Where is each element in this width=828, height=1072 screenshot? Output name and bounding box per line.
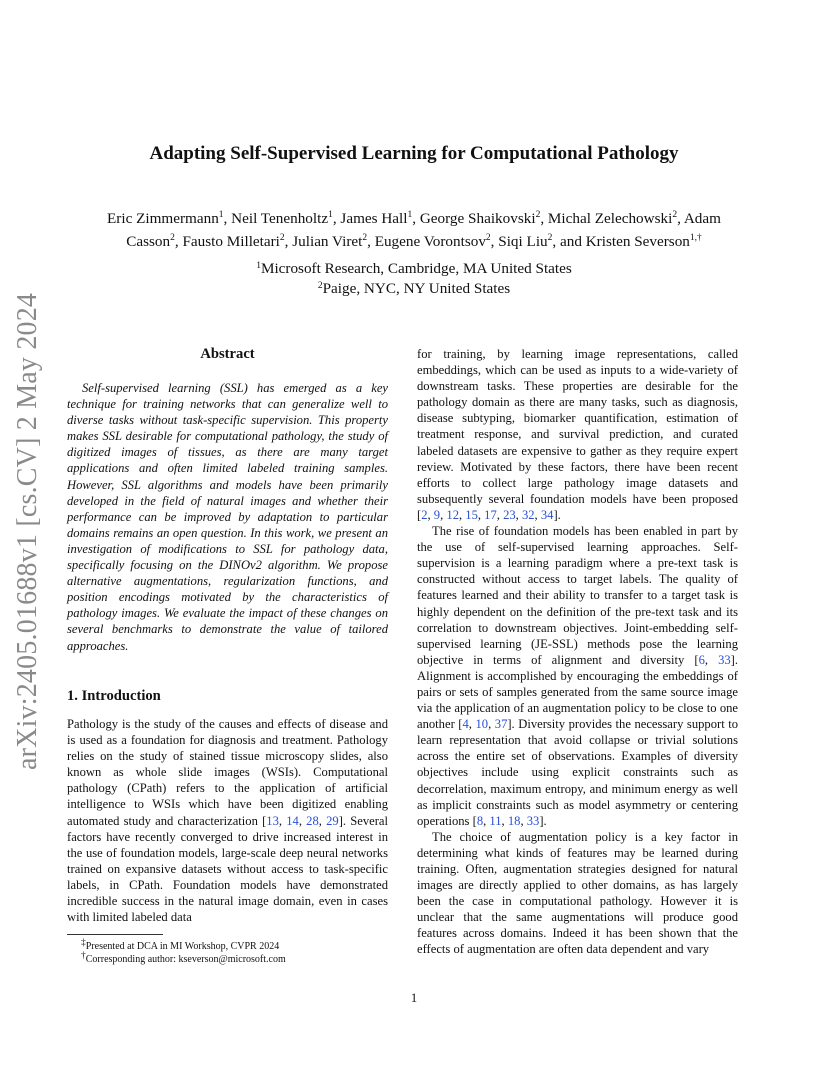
right-paragraph-3: The choice of augmentation policy is a key factor in determining what kinds of features may be learned during training. Often, augmentation strategies designed for natural images are directly applied to other domains, as has largely been the case in computational pathology. However it is unclear that the same augmentations will produce good features across domains. Indeed it has been shown that the effects of augmentation are often data dependent and vary bbox=[417, 829, 738, 957]
paper-title: Adapting Self-Supervised Learning for Computational Pathology bbox=[149, 143, 679, 164]
author-separator: , bbox=[367, 233, 375, 250]
citation-link[interactable]: 11 bbox=[489, 813, 502, 828]
author-affiliation-mark: 2 bbox=[547, 233, 553, 243]
citation-group: 4, 10, 37 bbox=[462, 717, 508, 732]
citation-link[interactable]: 2 bbox=[421, 507, 428, 522]
arxiv-identifier: arXiv:2405.01688v1 [cs.CV] 2 May 2024 bbox=[12, 292, 43, 770]
author-affiliation-mark: 1,† bbox=[689, 233, 702, 243]
citation-link[interactable]: 32 bbox=[521, 507, 535, 522]
author-line-1 bbox=[70, 207, 758, 230]
citation-link[interactable]: 13 bbox=[266, 813, 279, 828]
citation-link[interactable]: 18 bbox=[507, 813, 521, 828]
author-affiliation-mark: 2 bbox=[362, 233, 368, 243]
author-affiliation-mark: 2 bbox=[485, 233, 491, 243]
author-separator: , bbox=[223, 210, 232, 227]
citation-link[interactable]: 17 bbox=[484, 507, 497, 522]
footnotes bbox=[67, 940, 388, 966]
citation-link[interactable]: 33 bbox=[526, 813, 540, 828]
affiliations bbox=[0, 259, 828, 299]
right-paragraph-2: The rise of foundation models has been enabled in part by the use of self-supervised learning approaches. Self-supervision is a learning paradigm where a pre-text task is constructed without access to target labels. The quality of features learned and their ability to transfer to a target task is highly dependent on the definition of the pre-text task and its correlation to downstream objectives. Joint-embedding self-supervised learning (JE-SSL) methods pose the learning objective in terms of alignment and diversity [6, 33]. Alignment is accomplished by encouraging the embeddings of pairs or sets of samples generated from the same source image via the application of an augmentation policy to be close to one another [4, 10, 37]. Diversity provides the necessary support to learn representation that avoid collapse or trivial solutions across the entire set of observations. Examples of diversity objectives include using explicit constraints such as decorrelation, maximum entropy, and minimum energy as well as implicit constraints such as model asymmetry or centering operations [8, 11, 18, 33]. bbox=[417, 524, 739, 828]
author-separator: , bbox=[490, 233, 499, 250]
citation-group: 8, 11, 18, 33 bbox=[476, 813, 540, 828]
section-heading-introduction: 1. Introduction bbox=[67, 688, 161, 704]
author-line-2 bbox=[70, 230, 758, 253]
author-affiliation-mark: 1 bbox=[407, 210, 413, 220]
author-name: James Hall bbox=[340, 210, 408, 227]
citation-link[interactable]: 29 bbox=[326, 813, 339, 828]
author-separator: , bbox=[284, 233, 293, 250]
author-separator: , bbox=[412, 210, 420, 227]
author-name: Eugene Vorontsov bbox=[374, 233, 486, 250]
citation-link[interactable]: 4 bbox=[462, 717, 469, 732]
citation-link[interactable]: 34 bbox=[540, 507, 554, 522]
author-name: Fausto Milletari bbox=[182, 233, 280, 250]
author-affiliation-mark: 1 bbox=[328, 210, 333, 220]
abstract-body bbox=[67, 380, 388, 654]
footnote-2: †Corresponding author: kseverson@microsoft.com bbox=[81, 951, 286, 965]
introduction-body bbox=[67, 716, 388, 925]
author-separator: , bbox=[677, 210, 684, 227]
author-separator: , bbox=[540, 210, 548, 227]
author-affiliation-mark: 2 bbox=[672, 210, 678, 220]
citation-link[interactable]: 28 bbox=[306, 813, 319, 828]
citation-link[interactable]: 14 bbox=[286, 813, 299, 828]
footnote-divider bbox=[67, 934, 163, 935]
citation-link[interactable]: 37 bbox=[494, 717, 508, 732]
citation-link[interactable]: 12 bbox=[446, 507, 459, 522]
affiliation-1: $^1$Microsoft Research, Cambridge, MA United States bbox=[256, 260, 572, 277]
abstract-heading: Abstract bbox=[200, 346, 255, 362]
right-column-body bbox=[417, 346, 738, 958]
citation-link[interactable]: 9 bbox=[433, 507, 441, 522]
author-name: Michal Zelechowski bbox=[547, 210, 673, 227]
citation-group: 6, 33 bbox=[698, 652, 731, 667]
abstract-text: Self-supervised learning (SSL) has emerged as a key technique for training networks that can generalize well to diverse tasks without task-specific supervision. This property makes SSL desirable for computational pathology, the study of digitized images of tissues, as there are many target applications and often limited labeled training samples. However, SSL algorithms and models have been primarily developed in the field of natural images and whether their performance can be improved by adaptation to particular domains remains an open question. In this work, we present an investigation of modifications to SSL for pathology data, specifically focusing on the DINOv2 algorithm. We propose alternative augmentations, regularization functions, and position encodings motivated by the characteristics of pathology images. We evaluate the impact of these changes on several benchmarks to demonstrate the value of tailored approaches. bbox=[67, 381, 388, 653]
intro-paragraph-1: Pathology is the study of the causes and effects of disease and is used as a foundation for diagnosis and treatment. Pathology relies on the study of stained tissue microscopy slides, also known as whole slide images (WSIs). Computational pathology (CPath) refers to the application of artificial intelligence to WSIs which have been digitized enabling automated study and characterization [13, 14, 28, 29]. Several factors have recently converged to drive increased interest in the use of foundation models, large-scale deep neural networks trained on expansive datasets without access to task-specific labels, in CPath. Foundation models have demonstrated incredible success in the natural image domain, even in cases with limited labeled data bbox=[67, 717, 388, 925]
author-list bbox=[70, 207, 758, 253]
author-name: Casson bbox=[126, 233, 171, 250]
author-affiliation-mark: 2 bbox=[170, 233, 175, 243]
right-paragraph-1: for training, by learning image representations, called embeddings, which can be used as inputs to a wide-variety of downstream tasks. These properties are desirable for the pathology domain as there are many tasks, such as diagnosis, disease subtyping, biomarker quantification, estimation of treatment response, and survival prediction, and curated labeled datasets are expensive to gather as they require expert review. Motivated by these factors, there have been recent efforts to collect large pathology image datasets and subsequently several foundation models have been proposed [2, 9, 12, 15, 17, 23, 32, 34]. bbox=[417, 347, 738, 522]
citation-link[interactable]: 33 bbox=[718, 652, 731, 667]
footnote-1: ‡Presented at DCA in MI Workshop, CVPR 2024 bbox=[81, 938, 280, 952]
author-name: Kristen Severson bbox=[585, 233, 690, 250]
citation-link[interactable]: 15 bbox=[465, 507, 478, 522]
author-name: Siqi Liu bbox=[498, 233, 548, 250]
author-name: Adam bbox=[683, 210, 721, 227]
citation-link[interactable]: 8 bbox=[476, 813, 484, 828]
author-separator: , and bbox=[552, 233, 586, 250]
author-affiliation-mark: 2 bbox=[279, 233, 285, 243]
citation-link[interactable]: 23 bbox=[503, 507, 516, 522]
page-number: 1 bbox=[410, 991, 418, 1005]
citation-group: 2, 9, 12, 15, 17, 23, 32, 34 bbox=[421, 507, 554, 522]
author-affiliation-mark: 1 bbox=[218, 210, 224, 220]
citation-link[interactable]: 10 bbox=[475, 717, 489, 732]
author-separator: , bbox=[174, 233, 183, 250]
author-name: Julian Viret bbox=[292, 233, 363, 250]
author-name: George Shaikovski bbox=[419, 210, 536, 227]
author-affiliation-mark: 2 bbox=[535, 210, 541, 220]
citation-link[interactable]: 6 bbox=[698, 652, 705, 667]
author-name: Neil Tenenholtz bbox=[231, 210, 329, 227]
author-separator: , bbox=[332, 210, 341, 227]
author-name: Eric Zimmermann bbox=[107, 210, 219, 227]
affiliation-2: $^2$Paige, NYC, NY United States bbox=[317, 280, 511, 297]
